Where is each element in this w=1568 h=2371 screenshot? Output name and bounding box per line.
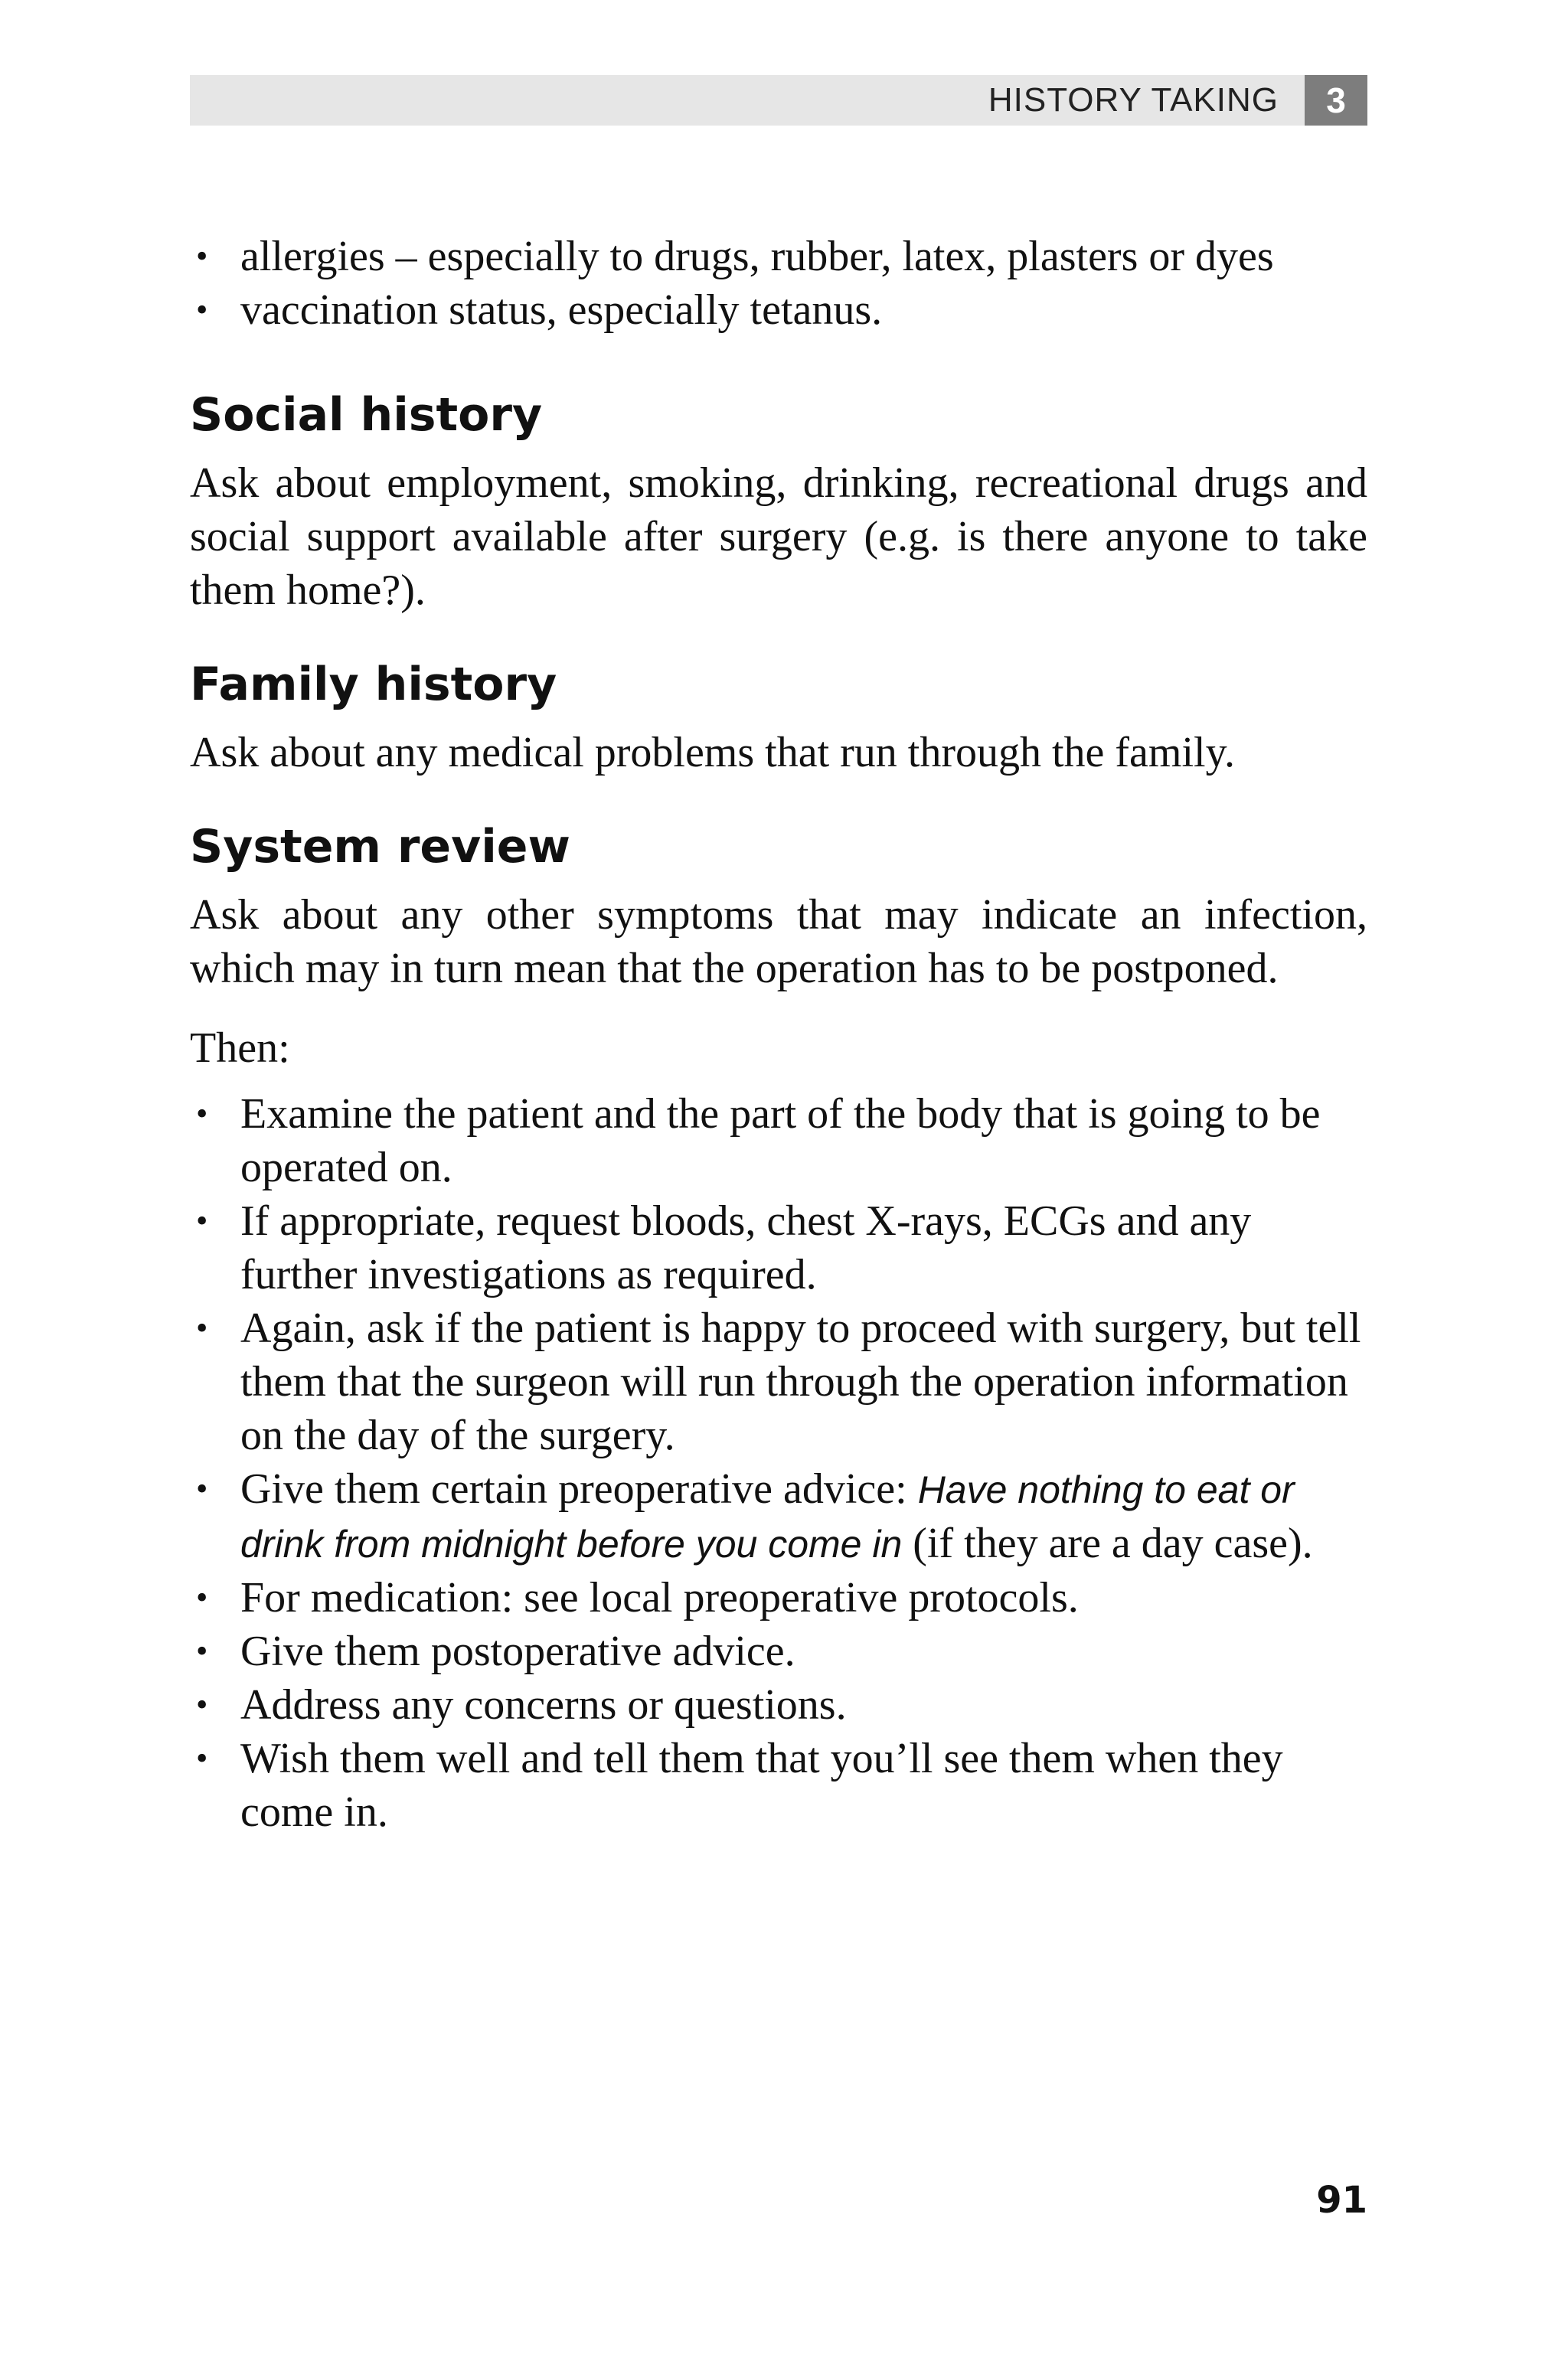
preoperative-advice-quote: Have nothing to eat or drink from midnight before you come in	[240, 1468, 1295, 1566]
bullet-icon: •	[196, 1309, 208, 1347]
running-header	[190, 75, 1367, 126]
list-item: • vaccination status, especially tetanus.	[190, 283, 1367, 337]
bullet-icon: •	[196, 1095, 208, 1132]
page-content	[190, 230, 1367, 1839]
section-heading-system-review: System review	[190, 820, 570, 874]
then-label: Then:	[190, 1024, 290, 1072]
section-heading-social-history: Social history	[190, 388, 543, 442]
list-item: • For medication: see local preoperative protocols.	[190, 1571, 1367, 1625]
section-heading-family-history: Family history	[190, 658, 557, 711]
bullet-icon: •	[196, 1739, 208, 1777]
running-header-title: HISTORY TAKING	[988, 81, 1279, 119]
list-item: • If appropriate, request bloods, chest X-rays, ECGs and any further investigations as required.	[190, 1194, 1367, 1301]
list-item: • Wish them well and tell them that you’ll see them when they come in.	[190, 1732, 1367, 1839]
bullet-icon: •	[196, 291, 208, 328]
bullet-icon: •	[196, 1470, 208, 1507]
page-number: 91	[1316, 2179, 1367, 2222]
chapter-number-badge: 3	[1305, 75, 1367, 126]
section-body-family-history: Ask about any medical problems that run through the family.	[190, 729, 1235, 776]
bullet-icon: •	[196, 237, 208, 275]
bullet-icon: •	[196, 1202, 208, 1239]
intro-bullet-list	[190, 230, 1367, 337]
list-item: • Address any concerns or questions.	[190, 1678, 1367, 1732]
bullet-icon: •	[196, 1632, 208, 1670]
list-item: • allergies – especially to drugs, rubber, latex, plasters or dyes	[190, 230, 1367, 283]
section-body-social-history: Ask about employment, smoking, drinking, recreational drugs and social support available after surgery (e.g. is there anyone to take them home?).	[190, 459, 1367, 614]
bullet-icon: •	[196, 1686, 208, 1723]
list-item: • Give them postoperative advice.	[190, 1625, 1367, 1678]
list-item: • Again, ask if the patient is happy to proceed with surgery, but tell them that the surgeon will run through the operation information on the day of the surgery.	[190, 1301, 1367, 1462]
system-review-bullet-list	[190, 1087, 1367, 1839]
list-item: • Examine the patient and the part of the body that is going to be operated on.	[190, 1087, 1367, 1194]
list-item: • Give them certain preoperative advice: Have nothing to eat or drink from midnight before you come in (if they are a day case).	[190, 1462, 1367, 1571]
bullet-icon: •	[196, 1579, 208, 1616]
section-body-system-review: Ask about any other symptoms that may indicate an infection, which may in turn mean that the operation has to be postponed.	[190, 891, 1367, 992]
